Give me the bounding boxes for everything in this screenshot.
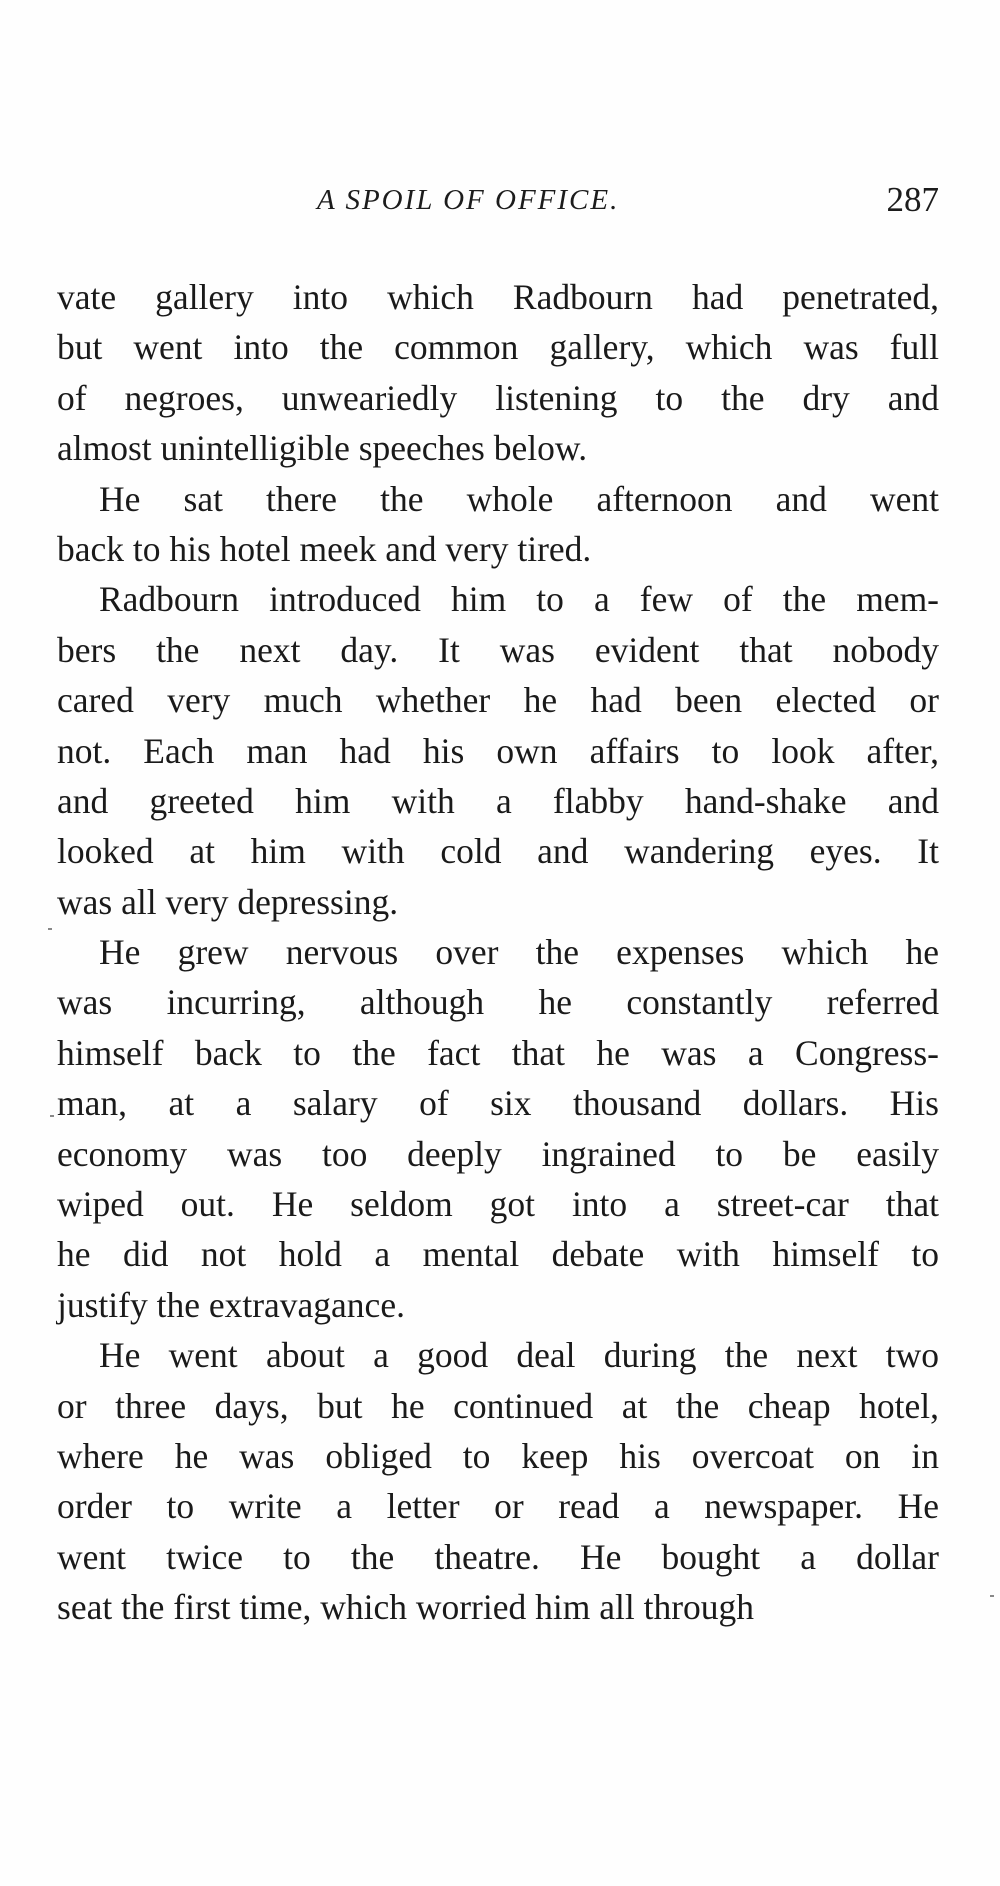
page-number: 287 (886, 180, 939, 219)
text-line: He went about a good deal during the next two (99, 1335, 939, 1376)
text-line: man, at a salary of six thousand dollars. His (57, 1083, 939, 1124)
paragraph (57, 474, 939, 575)
text-line: order to write a letter or read a newspaper. He (57, 1486, 939, 1527)
paragraph (57, 1330, 939, 1632)
text-line: was all very depressing. (57, 881, 399, 922)
text-line: where he was obliged to keep his overcoat on in (57, 1435, 939, 1476)
paragraph (57, 927, 939, 1330)
text-line: He grew nervous over the expenses which he (99, 932, 939, 973)
margin-speck (48, 928, 52, 930)
text-line: himself back to the fact that he was a Congress- (57, 1032, 939, 1073)
text-line: looked at him with cold and wandering eyes. It (57, 831, 939, 872)
text-line: went twice to the theatre. He bought a dollar (57, 1536, 939, 1577)
text-line: or three days, but he continued at the cheap hotel, (57, 1385, 939, 1426)
text-line: vate gallery into which Radbourn had penetrated, (57, 277, 939, 317)
margin-speck (990, 1595, 994, 1597)
text-line: of negroes, unweariedly listening to the dry and (57, 377, 939, 418)
body-text (57, 272, 939, 1633)
text-line: justify the extravagance. (57, 1284, 405, 1325)
text-line: He sat there the whole afternoon and went (99, 478, 939, 519)
text-line: not. Each man had his own affairs to look after, (57, 730, 939, 771)
paragraph (57, 574, 939, 927)
text-line: and greeted him with a flabby hand-shake and (57, 780, 939, 821)
text-line: back to his hotel meek and very tired. (57, 528, 592, 569)
text-line: economy was too deeply ingrained to be easily (57, 1133, 939, 1174)
running-title: A SPOIL OF OFFICE. (317, 184, 620, 216)
running-head (57, 180, 939, 230)
text-line: wiped out. He seldom got into a street-car that (57, 1184, 939, 1225)
text-line: he did not hold a mental debate with himself to (57, 1234, 939, 1275)
text-line: cared very much whether he had been elected or (57, 680, 939, 721)
text-line: seat the first time, which worried him all through (57, 1587, 755, 1628)
margin-speck (50, 1115, 54, 1117)
paragraph (57, 272, 939, 474)
text-line: but went into the common gallery, which was full (57, 327, 939, 368)
text-line: was incurring, although he constantly referred (57, 982, 939, 1023)
text-line: bers the next day. It was evident that nobody (57, 629, 939, 670)
text-line: Radbourn introduced him to a few of the mem- (99, 579, 939, 620)
text-line: almost unintelligible speeches below. (57, 428, 588, 469)
